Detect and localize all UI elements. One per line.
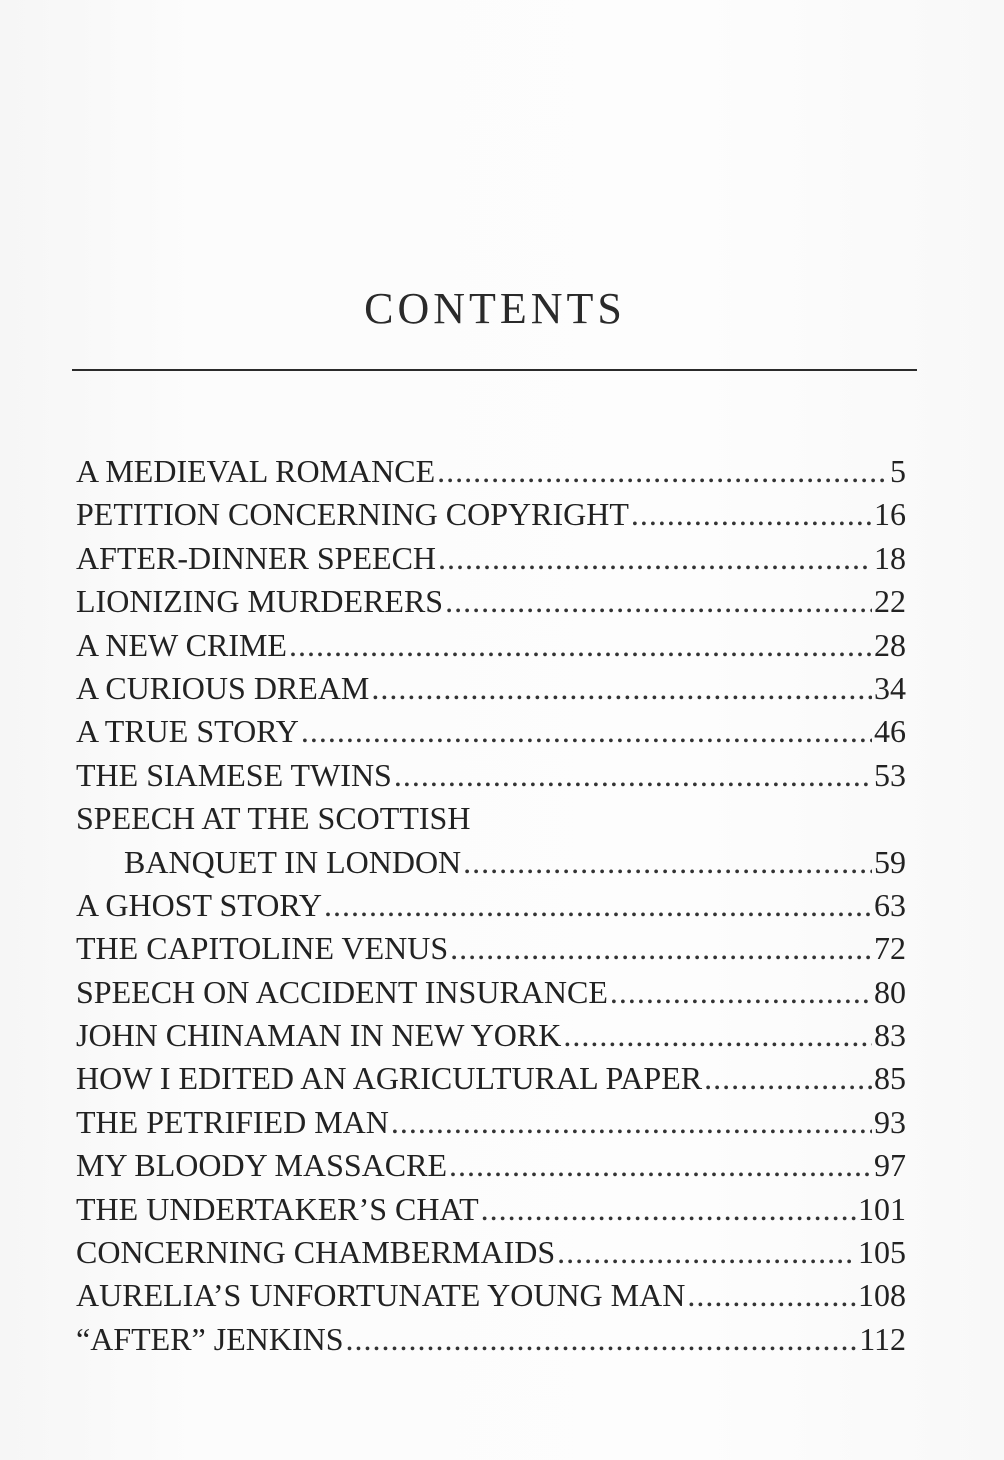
toc-entry (76, 493, 906, 536)
toc-entry-page: 80 (874, 973, 906, 1010)
toc-entry (76, 754, 906, 797)
toc-entry (76, 1318, 906, 1361)
toc-entry-title: A GHOST STORY (76, 886, 322, 923)
toc-entry-title: AFTER-DINNER SPEECH (76, 539, 437, 576)
toc-entry-title: “AFTER” JENKINS (76, 1320, 344, 1357)
toc-entry (76, 927, 906, 970)
leader-dots (438, 537, 872, 580)
toc-entry (76, 1188, 906, 1231)
toc-entry-title: THE SIAMESE TWINS (76, 756, 392, 793)
leader-dots (437, 450, 888, 493)
toc-entry (76, 450, 906, 493)
toc-entry-page: 108 (858, 1277, 906, 1314)
leader-dots (687, 1274, 856, 1317)
toc-entry-title: AURELIA’S UNFORTUNATE YOUNG MAN (76, 1277, 686, 1314)
leader-dots (463, 841, 872, 884)
toc-entry (76, 1014, 906, 1057)
toc-entry-title: SPEECH ON ACCIDENT INSURANCE (76, 973, 608, 1010)
leader-dots (610, 971, 872, 1014)
toc-entry-page: 83 (874, 1017, 906, 1054)
toc-entry-title: LIONIZING MURDERERS (76, 583, 444, 620)
toc-entry-page: 28 (874, 626, 906, 663)
toc-entry-page: 5 (890, 453, 906, 489)
toc-entry-title: THE CAPITOLINE VENUS (76, 930, 449, 967)
toc-entry-page: 22 (874, 583, 906, 620)
toc-entry-page: 53 (874, 756, 906, 793)
leader-dots (445, 580, 872, 623)
toc-entry-title: JOHN CHINAMAN IN NEW YORK (76, 1017, 562, 1054)
toc-entry-title: SPEECH AT THE SCOTTISH (76, 800, 471, 837)
toc-entry (76, 1101, 906, 1144)
toc-entry-title: A TRUE STORY (76, 713, 299, 750)
toc-entry-title: BANQUET IN LONDON (124, 843, 462, 880)
toc-entry-title: A CURIOUS DREAM (76, 669, 370, 706)
toc-entry (76, 537, 906, 580)
leader-dots (631, 493, 872, 536)
toc-entry-title: A MEDIEVAL ROMANCE (76, 453, 436, 489)
toc-entry (76, 884, 906, 927)
toc-entry (76, 667, 906, 710)
toc-entry-first-line (76, 797, 906, 840)
toc-entry-page: 101 (858, 1190, 906, 1227)
toc-entry-page: 63 (874, 886, 906, 923)
toc-entry-page: 34 (874, 669, 906, 706)
toc-entry (76, 624, 906, 667)
toc-entry-title: CONCERNING CHAMBERMAIDS (76, 1234, 556, 1271)
toc-entry-page: 85 (874, 1060, 906, 1097)
toc-entry-page: 59 (874, 843, 906, 880)
toc-entry-page: 72 (874, 930, 906, 967)
toc-entry (76, 971, 906, 1014)
toc-entry-title: HOW I EDITED AN AGRICULTURAL PAPER (76, 1060, 703, 1097)
leader-dots (289, 624, 872, 667)
leader-dots (391, 1101, 872, 1144)
toc-entry-title: A NEW CRIME (76, 626, 287, 663)
toc-entry-continuation (76, 841, 906, 884)
toc-entry (76, 710, 906, 753)
table-of-contents (76, 450, 906, 1361)
heading-rule (72, 369, 917, 371)
toc-entry-title: MY BLOODY MASSACRE (76, 1147, 448, 1184)
toc-entry-page: 93 (874, 1103, 906, 1140)
toc-entry-page: 16 (874, 496, 906, 533)
leader-dots (563, 1014, 872, 1057)
leader-dots (394, 754, 872, 797)
toc-entry-title: THE UNDERTAKER’S CHAT (76, 1190, 479, 1227)
toc-entry (76, 1144, 906, 1187)
leader-dots (301, 710, 872, 753)
toc-entry (76, 580, 906, 623)
toc-entry-page: 18 (874, 539, 906, 576)
toc-entry-page: 46 (874, 713, 906, 750)
leader-dots (704, 1057, 872, 1100)
leader-dots (450, 927, 872, 970)
contents-heading: CONTENTS (364, 284, 626, 333)
leader-dots (346, 1318, 858, 1361)
leader-dots (371, 667, 872, 710)
leader-dots (481, 1188, 856, 1231)
toc-entry-page: 97 (874, 1147, 906, 1184)
toc-entry (76, 1274, 906, 1317)
toc-entry-page: 112 (859, 1320, 906, 1357)
toc-entry-title: PETITION CONCERNING COPYRIGHT (76, 496, 629, 533)
toc-entry-title: THE PETRIFIED MAN (76, 1103, 389, 1140)
leader-dots (557, 1231, 856, 1274)
toc-entry (76, 1231, 906, 1274)
leader-dots (449, 1144, 872, 1187)
leader-dots (324, 884, 872, 927)
toc-entry (76, 1057, 906, 1100)
toc-entry-page: 105 (858, 1234, 906, 1271)
